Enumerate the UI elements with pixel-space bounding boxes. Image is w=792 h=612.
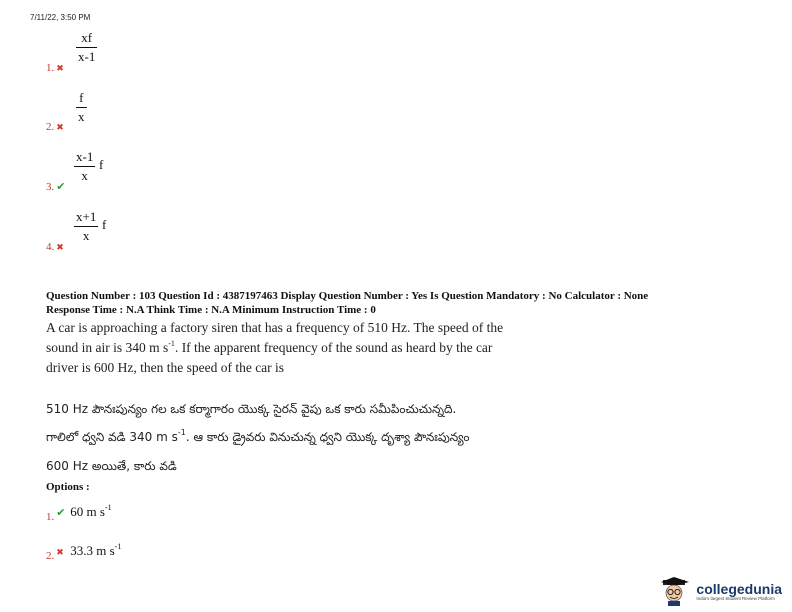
question-line: A car is approaching a factory siren that has a frequency of 510 Hz. The speed of the [46,320,504,335]
brand-name: collegedunia [696,580,782,597]
option-number: 1. [46,511,55,523]
numerator: x-1 [76,149,94,164]
superscript: -1 [104,503,112,512]
text-segment: గాలిలో ధ్వని వడి 340 m s [46,430,178,444]
answer-option-2 [46,542,121,562]
denominator: x [78,109,85,124]
denominator: x [82,228,90,243]
options-label: Options : [46,481,90,493]
numerator: xf [81,30,93,45]
question-text-telugu-line-1: 510 Hz పౌనఃపున్యం గల ఒక కర్మాగారం యొక్క సైరన్ వైపు ఒక కారు సమీపించుచున్నది. [46,402,457,416]
option-number: 2. [46,121,55,133]
wrong-mark-icon: ✖ [56,64,64,74]
option-4-fraction [74,209,98,244]
mascot-icon [658,576,692,606]
superscript: -1 [177,428,186,437]
wrong-mark-icon: ✖ [56,243,64,253]
option-number: 1. [46,62,55,74]
text-segment: . If the apparent frequency of the sound as heard by the car [174,340,493,355]
answer-value [70,504,111,519]
option-3-fraction [74,149,95,184]
print-timestamp: 7/11/22, 3:50 PM [30,13,91,22]
denominator: x-1 [78,49,96,64]
fraction-bar [76,107,87,108]
fraction-bar [76,47,97,48]
numerator: f [79,90,84,105]
text-segment: sound in air is 340 m s [46,340,169,355]
question-line: driver is 600 Hz, then the speed of the car is [46,360,285,375]
option-3-factor: f [99,157,104,172]
numerator: x+1 [76,209,97,224]
option-1 [46,58,66,76]
option-number: 3. [46,181,55,193]
text-segment: 60 m s [70,504,105,519]
wrong-mark-icon: ✖ [56,123,64,133]
brand-tagline: India's largest Student Review Platform [696,595,775,601]
fraction-bar [74,166,95,167]
option-number: 4. [46,241,55,253]
question-text-english [46,318,503,378]
text-segment: . ఆ కారు డ్రైవరు వినుచున్న ధ్వని యొక్క దృశ్యా పౌనఃపున్యం [185,430,470,444]
superscript: -1 [114,542,122,551]
option-4 [46,237,66,255]
collegedunia-logo [658,576,782,606]
answer-option-1 [46,503,112,523]
superscript: -1 [168,339,175,348]
answer-value [70,543,121,558]
brand-text [696,582,782,601]
wrong-mark-icon: ✖ [56,548,64,558]
question-text-telugu-line-3: 600 Hz అయితే, కారు వడి [46,459,177,473]
question-meta-line-2: Response Time : N.A Think Time : N.A Minimum Instruction Time : 0 [46,304,376,316]
correct-mark-icon: ✔ [56,180,66,193]
fraction-bar [74,226,98,227]
correct-mark-icon: ✔ [56,506,66,519]
question-text-telugu-line-2 [46,430,469,447]
option-1-fraction [76,30,97,65]
option-4-factor: f [102,217,107,232]
option-2-fraction [76,90,87,125]
option-2 [46,117,66,135]
option-number: 2. [46,550,55,562]
option-3 [46,177,66,195]
question-line [46,338,503,358]
question-meta-line-1: Question Number : 103 Question Id : 4387197463 Display Question Number : Yes Is Question Mandatory : No Calculator : None [46,290,649,302]
denominator: x [81,168,88,183]
text-segment: 33.3 m s [70,543,115,558]
